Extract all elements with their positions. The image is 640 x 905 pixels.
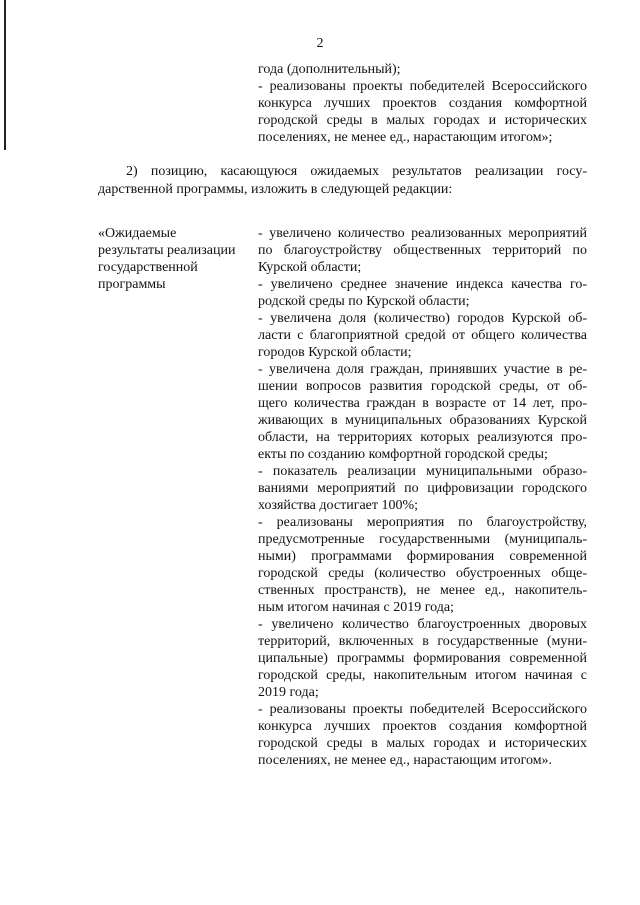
result-line: территорий, включенных в государственные (муни- [258, 634, 587, 649]
result-line: - увеличено количество благоустроенных дворовых [258, 617, 587, 632]
result-line: хозяйства достигает 100%; [258, 498, 419, 513]
result-line: ласти с благоприятной средой от общего количества [258, 328, 587, 343]
result-line: по благоустройству общественных территорий по [258, 243, 587, 258]
result-line: шении вопросов развития городской среды, от об- [258, 379, 587, 394]
paragraph-line: дарственной программы, изложить в следующей редакции: [98, 182, 453, 197]
result-line: ваниями мероприятий по цифровизации городского [258, 481, 587, 496]
result-line: ципальные) программы формирования современной [258, 651, 587, 666]
result-line: - реализованы проекты победителей Всероссийского [258, 702, 587, 717]
result-line: Курской области; [258, 260, 362, 275]
continuation-line: года (дополнительный); [258, 62, 401, 77]
paragraph-line: 2) позицию, касающуюся ожидаемых результатов реализации госу- [126, 164, 587, 179]
position-label-line: «Ожидаемые [98, 226, 177, 241]
result-line: городов Курской области; [258, 345, 412, 360]
result-line: области, на территориях которых реализуются про- [258, 430, 587, 445]
result-line: - реализованы мероприятия по благоустройству, [258, 515, 587, 530]
position-label-line: программы [98, 277, 166, 292]
result-line: поселениях, не менее ед., нарастающим итогом». [258, 753, 553, 768]
result-line: екты по созданию комфортной городской среды; [258, 447, 548, 462]
result-line: - увеличена доля (количество) городов Курской об- [258, 311, 587, 326]
continuation-line: - реализованы проекты победителей Всероссийского [258, 79, 587, 94]
result-line: родской среды по Курской области; [258, 294, 470, 309]
result-line: щего количества граждан в возрасте от 14 лет, про- [258, 396, 587, 411]
continuation-line: конкурса лучших проектов создания комфортной [258, 96, 587, 111]
continuation-line: городской среды в малых городах и исторических [258, 113, 587, 128]
scan-edge-line [4, 0, 6, 150]
result-line: городской среды в малых городах и исторических [258, 736, 587, 751]
result-line: ными) программами формирования современной [258, 549, 587, 564]
result-line: 2019 года; [258, 685, 319, 700]
result-line: городской среды (количество обустроенных обще- [258, 566, 587, 581]
result-line: - увеличено количество реализованных мероприятий [258, 226, 587, 241]
result-line: предусмотренные государственными (муниципаль- [258, 532, 587, 547]
position-label-line: государственной [98, 260, 198, 275]
result-line: ным итогом начиная с 2019 года; [258, 600, 454, 615]
page-number: 2 [316, 36, 324, 51]
result-line: - показатель реализации муниципальными образо- [258, 464, 587, 479]
position-label-line: результаты реализации [98, 243, 236, 258]
result-line: конкурса лучших проектов создания комфортной [258, 719, 587, 734]
result-line: ственных пространств), не менее ед., накопитель- [258, 583, 587, 598]
continuation-line: поселениях, не менее ед., нарастающим итогом»; [258, 130, 553, 145]
result-line: - увеличена доля граждан, принявших участие в ре- [258, 362, 587, 377]
result-line: - увеличено среднее значение индекса качества го- [258, 277, 587, 292]
result-line: городской среды, накопительным итогом начиная с [258, 668, 587, 683]
result-line: живающих в муниципальных образованиях Курской [258, 413, 587, 428]
